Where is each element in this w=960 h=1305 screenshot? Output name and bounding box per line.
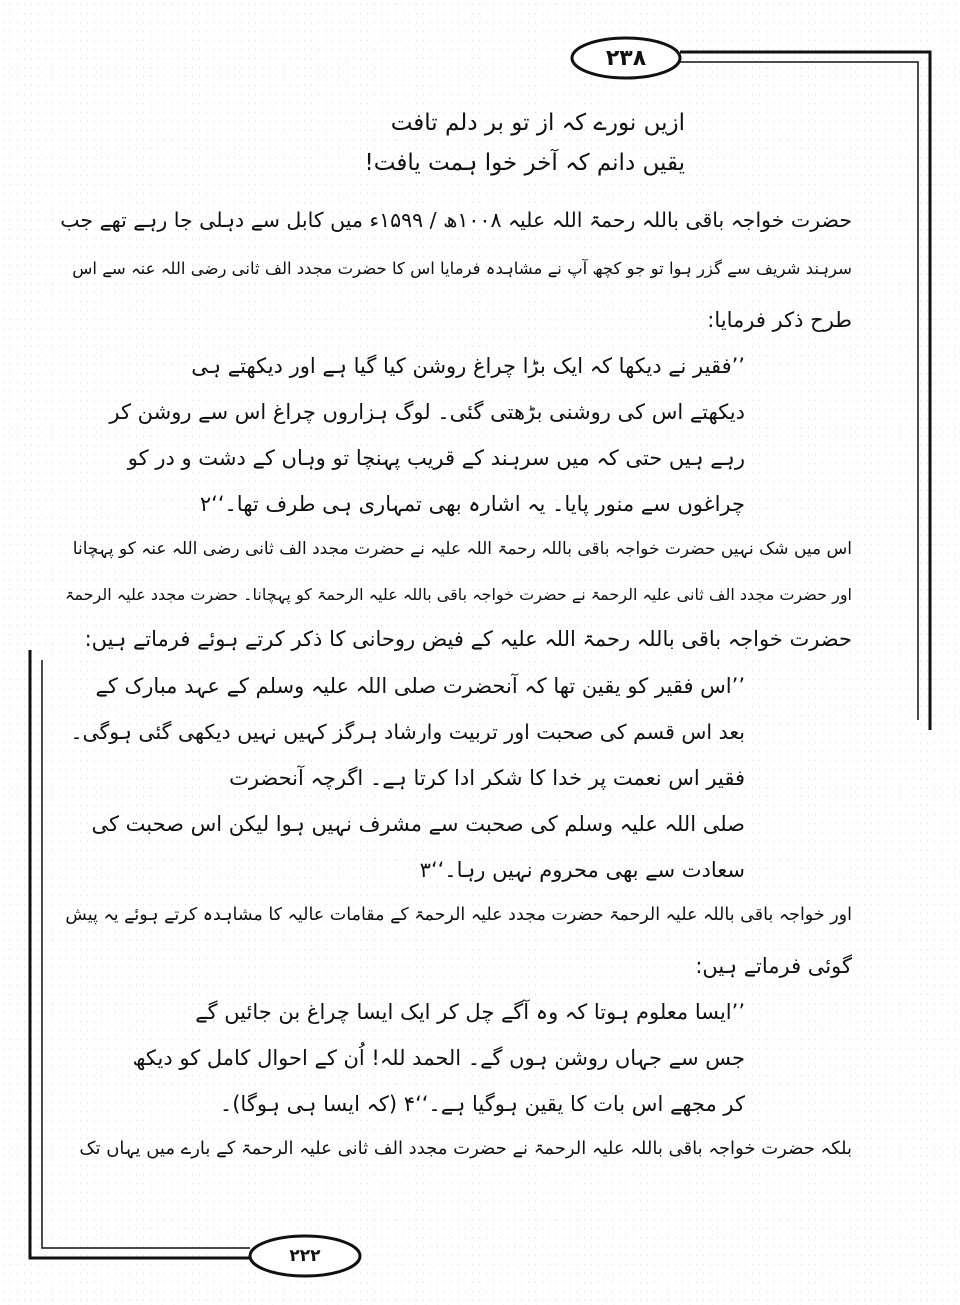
frame-inner-bottom xyxy=(42,660,250,1248)
quote-line: رہے ہیں حتی کہ میں سرہند کے قریب پہنچا تو وہاں کے دشت و در کو xyxy=(127,446,745,470)
paragraph-line: بلکہ حضرت خواجہ باقی باللہ علیہ الرحمۃ نے حضرت مجدد الف ثانی علیہ الرحمۃ کے بارے میں یہاں تک xyxy=(79,1138,852,1159)
paragraph-line: اور خواجہ باقی باللہ علیہ الرحمۃ حضرت مجدد علیہ الرحمۃ کے مقامات عالیہ کا مشاہدہ کرتے ہوئے یہ پیش xyxy=(65,905,852,925)
quote-line: ’’فقیر نے دیکھا کہ ایک بڑا چراغ روشن کیا گیا ہے اور دیکھتے ہی xyxy=(191,354,745,378)
paragraph-line: حضرت خواجہ باقی باللہ رحمۃ اللہ علیہ کے فیض روحانی کا ذکر کرتے ہوئے فرماتے ہیں: xyxy=(84,627,852,651)
paragraph-line: گوئی فرماتے ہیں: xyxy=(695,954,852,978)
page-number-top: ۲۳۸ xyxy=(605,45,647,71)
quote-line: سعادت سے بھی محروم نہیں رہا۔‘‘۳ xyxy=(419,858,745,882)
quote-line: ’’اس فقیر کو یقین تھا کہ آنحضرت صلی اللہ علیہ وسلم کے عہد مبارک کے xyxy=(95,674,745,698)
paragraph-line: حضرت خواجہ باقی باللہ رحمۃ اللہ علیہ ۱۰۰۸ھ / ۱۵۹۹ء میں کابل سے دہلی جا رہے تھے جب xyxy=(60,208,852,232)
poem-line-1: ازیں نورے کہ از تو بر دلم تافت xyxy=(390,110,685,136)
poem-line-2: یقیں دانم کہ آخر خوا ہمت یافت! xyxy=(364,150,685,176)
quote-line: بعد اس قسم کی صحبت اور تربیت وارشاد ہرگز کہیں نہیں دیکھی گئی ہوگی۔ xyxy=(70,720,745,744)
quote-line: ’’ایسا معلوم ہوتا کہ وہ آگے چل کر ایک ایسا چراغ بن جائیں گے xyxy=(195,1000,745,1024)
quote-line: چراغوں سے منور پایا۔ یہ اشارہ بھی تمہاری ہی طرف تھا۔‘‘۲ xyxy=(199,492,745,516)
quote-line: جس سے جہاں روشن ہوں گے۔ الحمد للہ! اُن کے احوال کامل کو دیکھ xyxy=(132,1046,745,1070)
quote-line: فقیر اس نعمت پر خدا کا شکر ادا کرتا ہے۔ اگرچہ آنحضرت xyxy=(229,766,745,790)
paragraph-line: اس میں شک نہیں حضرت خواجہ باقی باللہ رحمۃ اللہ علیہ نے حضرت مجدد الف ثانی رضی اللہ عنہ کو پہچانا xyxy=(72,539,852,559)
paragraph-line: اور حضرت مجدد الف ثانی علیہ الرحمۃ نے حضرت خواجہ باقی باللہ علیہ الرحمۃ کو پہچانا۔ حضرت مجدد علیہ الرحمۃ xyxy=(65,585,852,604)
paragraph-line: سرہند شریف سے گزر ہوا تو جو کچھ آپ نے مشاہدہ فرمایا اس کا حضرت مجدد الف ثانی رضی اللہ عنہ سے اس xyxy=(72,259,852,278)
paragraph-line: طرح ذکر فرمایا: xyxy=(707,308,852,332)
quote-line: صلی اللہ علیہ وسلم کی صحبت سے مشرف نہیں ہوا لیکن اس صحبت کی xyxy=(91,812,745,836)
frame-inner-top xyxy=(680,62,918,720)
quote-line: کر مجھے اس بات کا یقین ہوگیا ہے۔‘‘۴ (کہ ایسا ہی ہوگا)۔ xyxy=(219,1092,745,1116)
quote-line: دیکھتے اس کی روشنی بڑھتی گئی۔ لوگ ہزاروں چراغ اس سے روشن کر xyxy=(109,400,745,424)
page-number-bottom: ۲۲۲ xyxy=(289,1246,321,1266)
